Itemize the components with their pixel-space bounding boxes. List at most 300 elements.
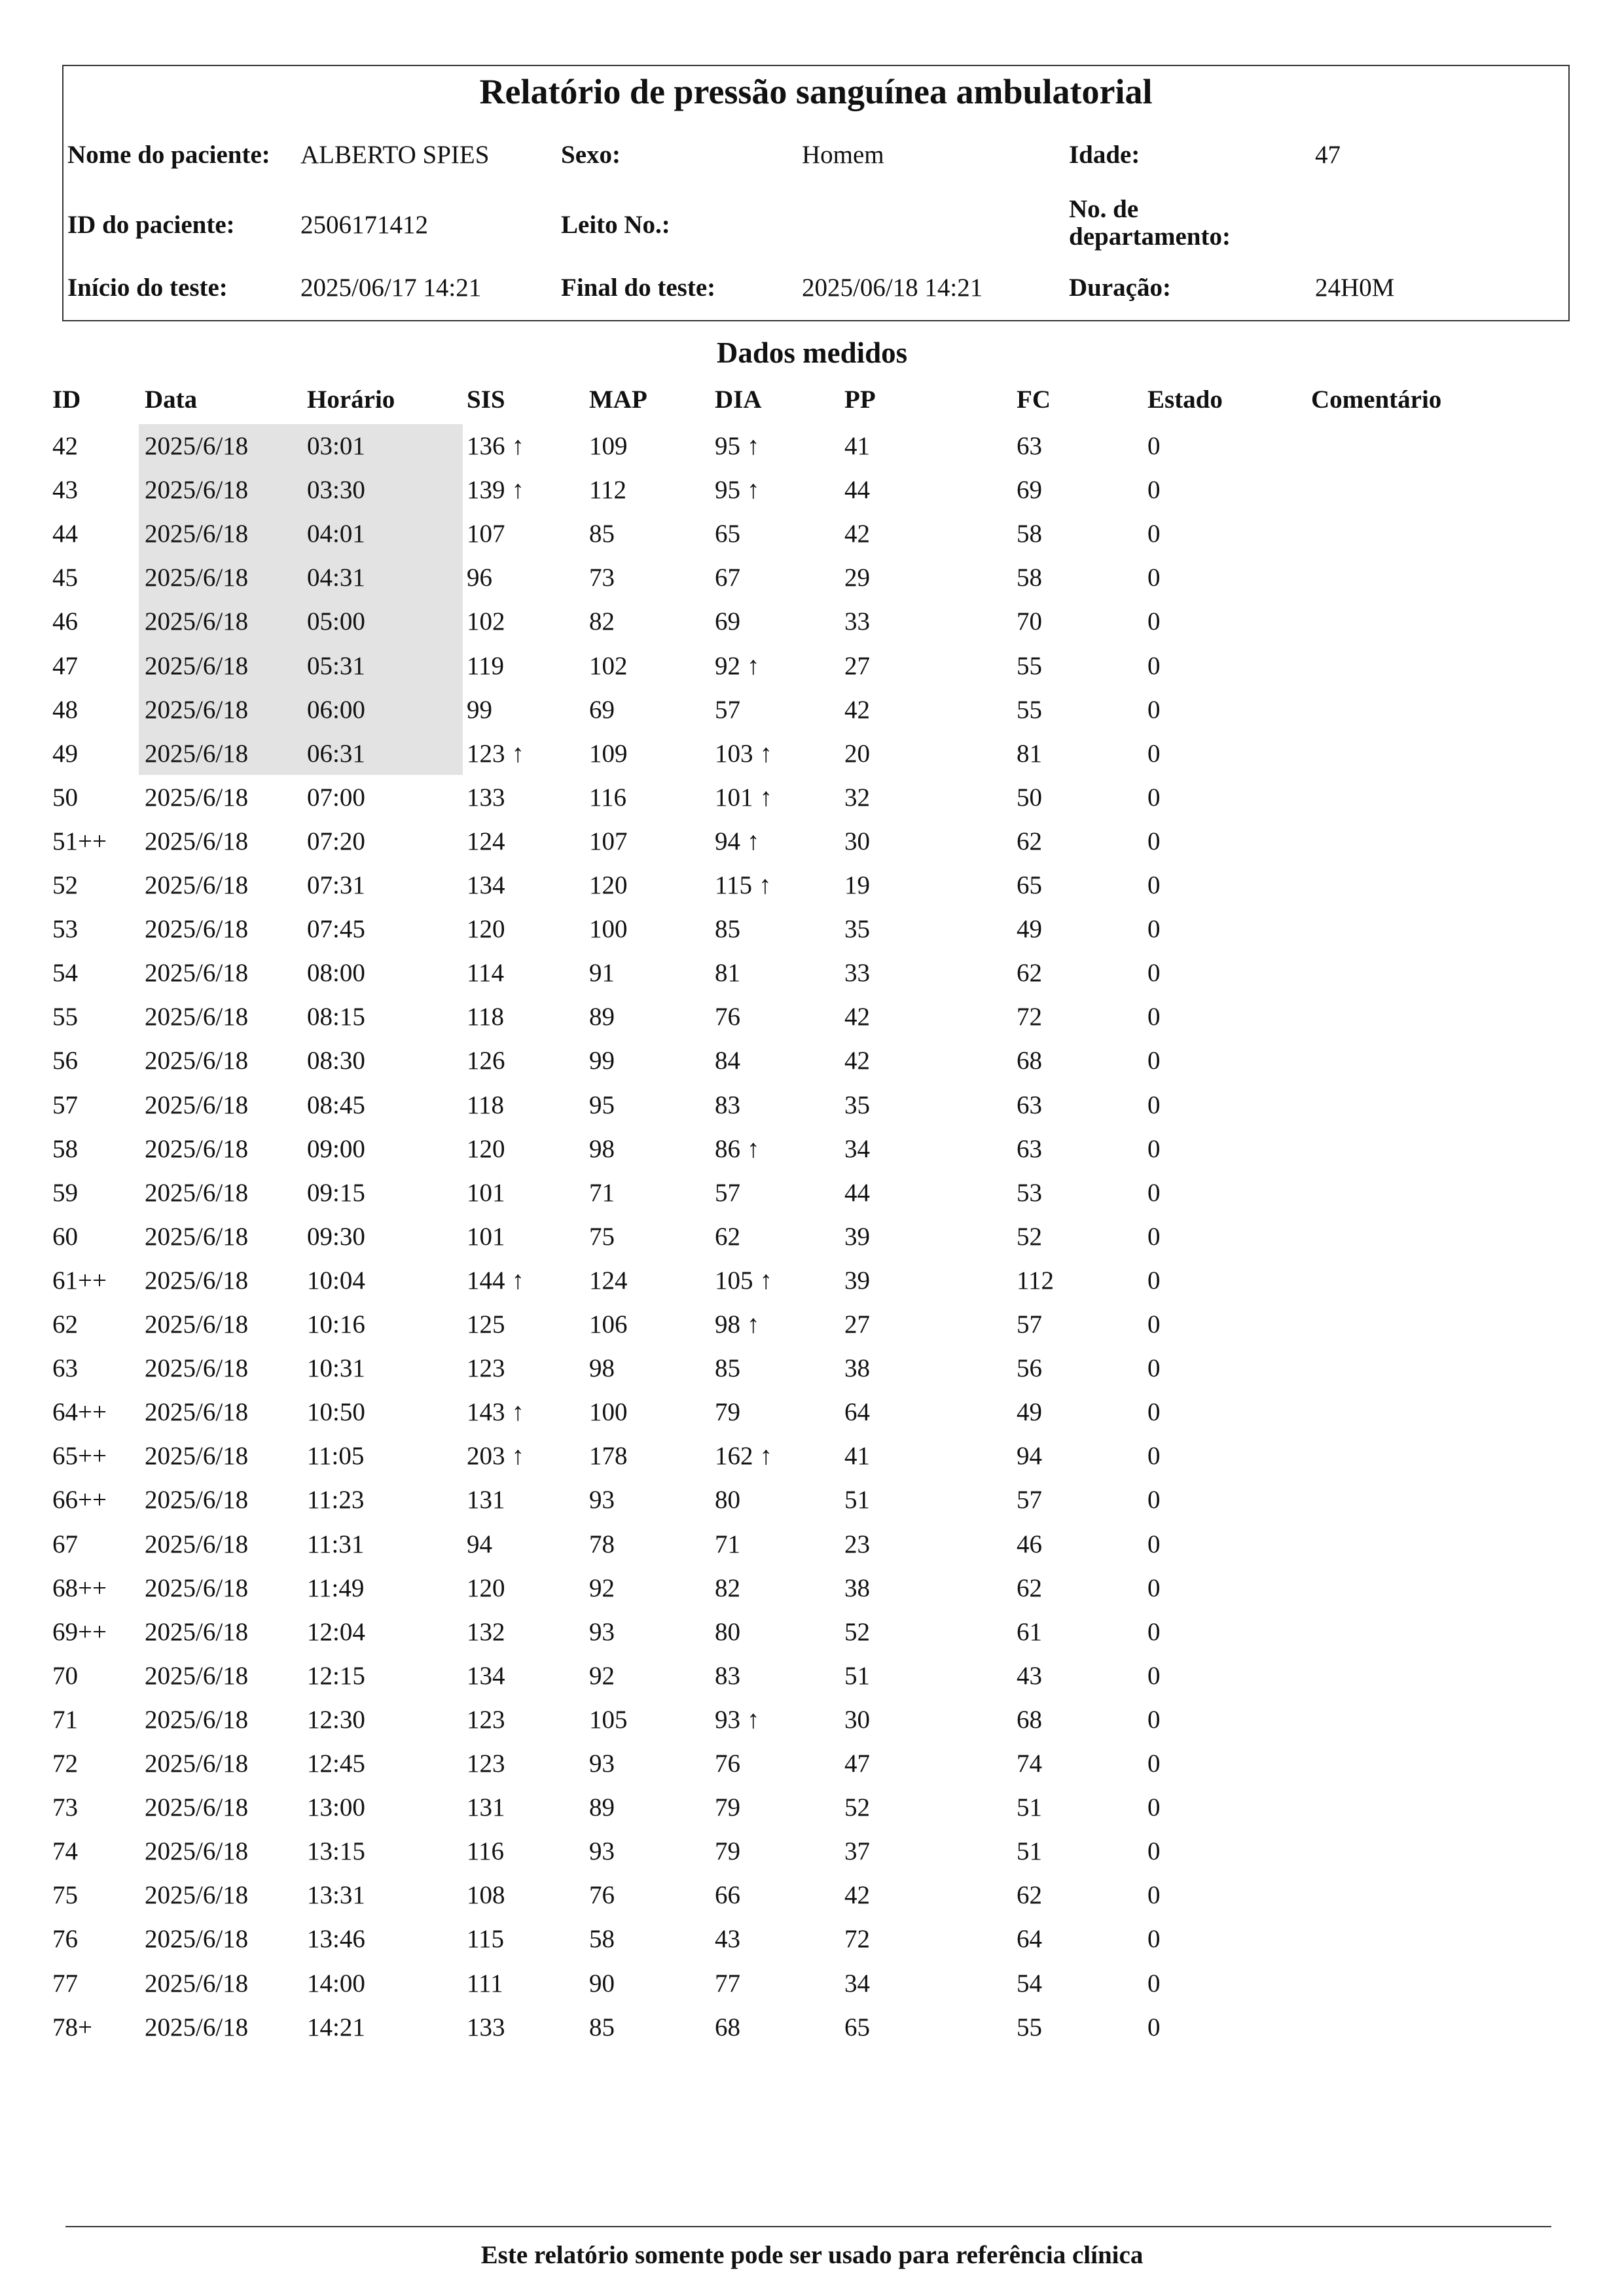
- cell-fc: [1017, 1610, 1042, 1654]
- cell-id-value: 55: [52, 1003, 78, 1031]
- cell-pp: [844, 1346, 870, 1390]
- cell-time: [307, 1654, 365, 1698]
- table-row: [0, 1259, 1624, 1302]
- age-value: 47: [1315, 141, 1341, 169]
- cell-pp: [844, 907, 870, 951]
- cell-time: [307, 2005, 365, 2049]
- cell-state: [1147, 1873, 1161, 1917]
- cell-time-value: 12:04: [307, 1617, 365, 1646]
- cell-sis-value: 133: [467, 2013, 505, 2041]
- cell-sis-value: 94: [467, 1530, 492, 1558]
- cell-time-value: 03:01: [307, 432, 365, 460]
- cell-dia-value: 115: [715, 871, 753, 899]
- cell-id: [52, 863, 78, 907]
- cell-dia-value: 93: [715, 1705, 740, 1734]
- cell-sis-value: 118: [467, 1090, 505, 1119]
- cell-pp-value: 23: [844, 1530, 870, 1558]
- cell-fc: [1017, 1566, 1042, 1610]
- cell-state: [1147, 819, 1161, 863]
- cell-dia: [715, 1610, 740, 1654]
- cell-date: [145, 732, 248, 776]
- cell-time: [307, 1127, 365, 1171]
- cell-fc: [1017, 556, 1042, 600]
- cell-pp-value: 42: [844, 695, 870, 724]
- cell-dia: [715, 819, 760, 863]
- cell-date: [145, 951, 248, 995]
- col-head-time: Horário: [307, 386, 395, 414]
- cell-time: [307, 1390, 365, 1434]
- table-row: [0, 1698, 1624, 1742]
- cell-map: [589, 1522, 615, 1566]
- cell-map-value: 102: [589, 651, 628, 680]
- cell-time-value: 07:45: [307, 915, 365, 944]
- cell-fc-value: 52: [1017, 1222, 1042, 1251]
- cell-sis: [467, 688, 492, 732]
- cell-fc-value: 63: [1017, 1134, 1042, 1163]
- cell-dia-value: 66: [715, 1881, 740, 1910]
- cell-map: [589, 556, 615, 600]
- cell-time-value: 11:49: [307, 1573, 365, 1602]
- cell-map-value: 75: [589, 1222, 615, 1251]
- cell-sis: [467, 1654, 505, 1698]
- cell-map-value: 93: [589, 1486, 615, 1515]
- cell-dia-value: 86: [715, 1134, 740, 1163]
- cell-time: [307, 863, 365, 907]
- cell-dia: [715, 2005, 740, 2049]
- cell-map: [589, 1829, 615, 1873]
- cell-sis-value: 125: [467, 1310, 505, 1338]
- cell-dia-value: 76: [715, 1003, 740, 1031]
- cell-time: [307, 1346, 365, 1390]
- cell-fc-value: 62: [1017, 1573, 1042, 1602]
- high-value-arrow-icon: ↑: [759, 1442, 772, 1471]
- cell-fc-value: 50: [1017, 783, 1042, 812]
- table-row: [0, 863, 1624, 907]
- cell-sis-value: 132: [467, 1617, 505, 1646]
- cell-date: [145, 1434, 248, 1478]
- cell-sis: [467, 2005, 505, 2049]
- cell-pp-value: 44: [844, 476, 870, 505]
- cell-date: [145, 1083, 248, 1127]
- cell-time-value: 10:31: [307, 1354, 365, 1383]
- table-row: [0, 1610, 1624, 1654]
- patient-info-box: [62, 65, 1570, 321]
- cell-date: [145, 776, 248, 819]
- cell-time-value: 08:00: [307, 959, 365, 988]
- cell-fc-value: 43: [1017, 1661, 1042, 1690]
- cell-id-value: 51++: [52, 827, 107, 855]
- cell-pp: [844, 1829, 870, 1873]
- cell-pp: [844, 732, 870, 776]
- cell-fc-value: 58: [1017, 520, 1042, 548]
- cell-map: [589, 1215, 615, 1259]
- cell-id: [52, 1346, 78, 1390]
- cell-pp: [844, 644, 870, 688]
- cell-pp-value: 41: [844, 1442, 870, 1471]
- cell-map-value: 92: [589, 1573, 615, 1602]
- cell-state: [1147, 1917, 1161, 1961]
- cell-state: [1147, 424, 1161, 468]
- cell-pp-value: 32: [844, 783, 870, 812]
- cell-pp: [844, 1522, 870, 1566]
- cell-date-value: 2025/6/18: [145, 564, 249, 592]
- cell-fc: [1017, 1698, 1042, 1742]
- test-end-value: 2025/06/18 14:21: [802, 274, 983, 302]
- cell-date-value: 2025/6/18: [145, 1003, 249, 1031]
- cell-dia: [715, 1566, 740, 1610]
- cell-dia-value: 80: [715, 1486, 740, 1515]
- cell-state: [1147, 556, 1161, 600]
- cell-map-value: 99: [589, 1047, 615, 1075]
- cell-fc-value: 58: [1017, 564, 1042, 592]
- cell-id-value: 53: [52, 915, 78, 944]
- cell-dia: [715, 512, 740, 556]
- cell-state: [1147, 1171, 1161, 1215]
- cell-date: [145, 424, 248, 468]
- cell-date-value: 2025/6/18: [145, 1398, 249, 1427]
- cell-time-value: 08:30: [307, 1047, 365, 1075]
- cell-sis: [467, 863, 505, 907]
- cell-dia-value: 57: [715, 695, 740, 724]
- cell-dia-value: 83: [715, 1661, 740, 1690]
- cell-time: [307, 1829, 365, 1873]
- cell-fc-value: 46: [1017, 1530, 1042, 1558]
- cell-id-value: 64++: [52, 1398, 107, 1427]
- cell-sis-value: 134: [467, 871, 505, 899]
- cell-fc-value: 62: [1017, 1881, 1042, 1910]
- cell-sis: [467, 1742, 505, 1785]
- cell-id-value: 72: [52, 1749, 78, 1778]
- cell-map-value: 93: [589, 1617, 615, 1646]
- cell-id-value: 68++: [52, 1573, 107, 1602]
- cell-map: [589, 1917, 615, 1961]
- cell-time: [307, 907, 365, 951]
- cell-time: [307, 776, 365, 819]
- cell-date-value: 2025/6/18: [145, 1222, 249, 1251]
- cell-state: [1147, 776, 1161, 819]
- cell-state-value: 0: [1147, 1573, 1161, 1602]
- cell-fc-value: 74: [1017, 1749, 1042, 1778]
- cell-dia-value: 84: [715, 1047, 740, 1075]
- cell-fc-value: 62: [1017, 959, 1042, 988]
- cell-date-value: 2025/6/18: [145, 871, 249, 899]
- cell-map-value: 89: [589, 1793, 615, 1822]
- cell-pp: [844, 556, 870, 600]
- cell-dia-value: 85: [715, 915, 740, 944]
- cell-state: [1147, 1302, 1161, 1346]
- cell-id-value: 76: [52, 1925, 78, 1954]
- high-value-arrow-icon: ↑: [747, 1705, 760, 1734]
- cell-pp-value: 30: [844, 827, 870, 855]
- cell-time: [307, 600, 365, 643]
- cell-date: [145, 1478, 248, 1522]
- cell-sis-value: 143: [467, 1398, 505, 1427]
- cell-map: [589, 1390, 628, 1434]
- footer-note: Este relatório somente pode ser usado para referência clínica: [480, 2241, 1144, 2269]
- section-title: Dados medidos: [716, 336, 908, 369]
- cell-map-value: 82: [589, 607, 615, 636]
- cell-date: [145, 1742, 248, 1785]
- cell-state-value: 0: [1147, 1134, 1161, 1163]
- cell-state-value: 0: [1147, 1090, 1161, 1119]
- cell-map-value: 91: [589, 959, 615, 988]
- cell-pp: [844, 1083, 870, 1127]
- cell-state-value: 0: [1147, 1705, 1161, 1734]
- cell-id: [52, 907, 78, 951]
- cell-sis: [467, 1259, 524, 1302]
- cell-sis-value: 116: [467, 1837, 505, 1866]
- cell-time-value: 09:00: [307, 1134, 365, 1163]
- cell-sis-value: 120: [467, 1573, 505, 1602]
- cell-id: [52, 1610, 107, 1654]
- cell-dia: [715, 907, 740, 951]
- cell-time: [307, 1522, 364, 1566]
- col-head-pp: PP: [844, 386, 876, 414]
- cell-fc-value: 49: [1017, 915, 1042, 944]
- cell-map-value: 120: [589, 871, 628, 899]
- cell-sis-value: 139: [467, 476, 505, 505]
- cell-pp-value: 44: [844, 1178, 870, 1207]
- cell-fc: [1017, 1522, 1042, 1566]
- cell-dia: [715, 1478, 740, 1522]
- cell-pp: [844, 1698, 870, 1742]
- cell-pp-value: 19: [844, 871, 870, 899]
- cell-id: [52, 512, 78, 556]
- cell-dia: [715, 1259, 772, 1302]
- cell-pp: [844, 776, 870, 819]
- cell-map-value: 100: [589, 915, 628, 944]
- cell-sis-value: 134: [467, 1661, 505, 1690]
- cell-dia-value: 95: [715, 432, 740, 460]
- table-row: [0, 556, 1624, 600]
- cell-state: [1147, 1215, 1161, 1259]
- cell-sis: [467, 907, 505, 951]
- cell-state: [1147, 995, 1161, 1039]
- cell-id-value: 60: [52, 1222, 78, 1251]
- table-row: [0, 1962, 1624, 2005]
- cell-dia: [715, 1434, 772, 1478]
- cell-pp-value: 52: [844, 1617, 870, 1646]
- cell-sis-value: 131: [467, 1486, 505, 1515]
- cell-date: [145, 1917, 248, 1961]
- cell-fc: [1017, 644, 1042, 688]
- cell-dia: [715, 1917, 740, 1961]
- sex-value: Homem: [802, 141, 884, 169]
- cell-fc: [1017, 1259, 1054, 1302]
- cell-fc: [1017, 1302, 1042, 1346]
- cell-time-value: 12:30: [307, 1705, 365, 1734]
- cell-fc-value: 56: [1017, 1354, 1042, 1383]
- table-row: [0, 2005, 1624, 2049]
- cell-dia-value: 103: [715, 739, 753, 768]
- cell-date-value: 2025/6/18: [145, 783, 249, 812]
- cell-state-value: 0: [1147, 1486, 1161, 1515]
- cell-date: [145, 1829, 248, 1873]
- cell-fc-value: 55: [1017, 2013, 1042, 2041]
- cell-dia-value: 79: [715, 1793, 740, 1822]
- cell-map-value: 58: [589, 1925, 615, 1954]
- cell-state-value: 0: [1147, 520, 1161, 548]
- cell-map-value: 69: [589, 695, 615, 724]
- cell-state: [1147, 512, 1161, 556]
- cell-state: [1147, 1083, 1161, 1127]
- cell-sis-value: 124: [467, 827, 505, 855]
- cell-dia: [715, 600, 740, 643]
- cell-pp: [844, 1917, 870, 1961]
- cell-id: [52, 1873, 78, 1917]
- cell-date: [145, 1698, 248, 1742]
- cell-id: [52, 1829, 78, 1873]
- cell-fc-value: 72: [1017, 1003, 1042, 1031]
- cell-fc-value: 64: [1017, 1925, 1042, 1954]
- cell-pp: [844, 819, 870, 863]
- cell-map: [589, 1654, 615, 1698]
- cell-id-value: 65++: [52, 1442, 107, 1471]
- cell-id-value: 43: [52, 476, 78, 505]
- cell-pp: [844, 1039, 870, 1083]
- table-row: [0, 995, 1624, 1039]
- cell-fc-value: 68: [1017, 1047, 1042, 1075]
- cell-sis: [467, 1873, 505, 1917]
- cell-state: [1147, 600, 1161, 643]
- table-row: [0, 1346, 1624, 1390]
- cell-fc-value: 63: [1017, 1090, 1042, 1119]
- cell-map: [589, 2005, 615, 2049]
- cell-id-value: 58: [52, 1134, 78, 1163]
- cell-map: [589, 1039, 615, 1083]
- cell-fc: [1017, 468, 1042, 512]
- high-value-arrow-icon: ↑: [511, 1442, 524, 1471]
- cell-sis: [467, 1478, 505, 1522]
- cell-time: [307, 732, 365, 776]
- cell-time-value: 07:31: [307, 871, 365, 899]
- cell-date: [145, 1654, 248, 1698]
- cell-map: [589, 907, 628, 951]
- cell-map: [589, 819, 628, 863]
- cell-date-value: 2025/6/18: [145, 1134, 249, 1163]
- table-row: [0, 776, 1624, 819]
- cell-dia-value: 67: [715, 564, 740, 592]
- cell-date-value: 2025/6/18: [145, 1969, 249, 1998]
- cell-state: [1147, 907, 1161, 951]
- table-row: [0, 644, 1624, 688]
- cell-fc: [1017, 1434, 1042, 1478]
- high-value-arrow-icon: ↑: [747, 432, 760, 460]
- cell-state-value: 0: [1147, 1222, 1161, 1251]
- cell-time-value: 07:00: [307, 783, 365, 812]
- cell-dia: [715, 1302, 760, 1346]
- cell-pp-value: 64: [844, 1398, 870, 1427]
- cell-sis: [467, 951, 504, 995]
- cell-pp: [844, 424, 870, 468]
- cell-map-value: 105: [589, 1705, 628, 1734]
- cell-id: [52, 1742, 78, 1785]
- cell-date: [145, 1566, 248, 1610]
- cell-pp-value: 35: [844, 1090, 870, 1119]
- cell-sis-value: 101: [467, 1178, 505, 1207]
- cell-state: [1147, 863, 1161, 907]
- cell-time-value: 14:21: [307, 2013, 365, 2041]
- cell-date: [145, 1171, 248, 1215]
- cell-state: [1147, 1654, 1161, 1698]
- high-value-arrow-icon: ↑: [511, 476, 524, 505]
- cell-dia-value: 71: [715, 1530, 740, 1558]
- cell-id-value: 78+: [52, 2013, 92, 2041]
- cell-pp-value: 29: [844, 564, 870, 592]
- cell-id-value: 48: [52, 695, 78, 724]
- cell-id: [52, 1127, 78, 1171]
- cell-state-value: 0: [1147, 432, 1161, 460]
- cell-pp-value: 65: [844, 2013, 870, 2041]
- cell-date-value: 2025/6/18: [145, 959, 249, 988]
- cell-id: [52, 995, 78, 1039]
- cell-state: [1147, 1742, 1161, 1785]
- cell-sis-value: 131: [467, 1793, 505, 1822]
- cell-id-value: 49: [52, 739, 78, 768]
- table-row: [0, 1873, 1624, 1917]
- cell-time-value: 13:31: [307, 1881, 365, 1910]
- test-start-label: Início do teste:: [67, 274, 228, 302]
- cell-state: [1147, 1434, 1161, 1478]
- cell-sis: [467, 1917, 504, 1961]
- cell-pp: [844, 951, 870, 995]
- cell-state-value: 0: [1147, 1925, 1161, 1954]
- cell-map-value: 106: [589, 1310, 628, 1338]
- table-row: [0, 1522, 1624, 1566]
- cell-date: [145, 995, 248, 1039]
- cell-fc: [1017, 1346, 1042, 1390]
- cell-sis-value: 101: [467, 1222, 505, 1251]
- cell-id: [52, 688, 78, 732]
- cell-state: [1147, 1962, 1161, 2005]
- high-value-arrow-icon: ↑: [747, 476, 760, 505]
- cell-date: [145, 907, 248, 951]
- cell-fc: [1017, 1917, 1042, 1961]
- high-value-arrow-icon: ↑: [759, 871, 772, 899]
- cell-state: [1147, 1127, 1161, 1171]
- cell-pp-value: 27: [844, 651, 870, 680]
- cell-state: [1147, 688, 1161, 732]
- cell-pp: [844, 1171, 870, 1215]
- cell-state-value: 0: [1147, 1837, 1161, 1866]
- cell-dia: [715, 1698, 760, 1742]
- cell-map-value: 109: [589, 739, 628, 768]
- cell-dia: [715, 424, 760, 468]
- cell-dia: [715, 1785, 740, 1829]
- table-row: [0, 468, 1624, 512]
- cell-map: [589, 1785, 615, 1829]
- cell-state-value: 0: [1147, 959, 1161, 988]
- cell-fc: [1017, 688, 1042, 732]
- cell-pp-value: 38: [844, 1573, 870, 1602]
- cell-state: [1147, 1346, 1161, 1390]
- cell-state: [1147, 1478, 1161, 1522]
- cell-sis: [467, 776, 505, 819]
- cell-pp-value: 27: [844, 1310, 870, 1338]
- cell-pp: [844, 1962, 870, 2005]
- cell-date-value: 2025/6/18: [145, 1749, 249, 1778]
- sex-label: Sexo:: [561, 141, 621, 169]
- cell-time: [307, 512, 365, 556]
- cell-pp-value: 33: [844, 959, 870, 988]
- cell-sis: [467, 819, 505, 863]
- cell-state: [1147, 2005, 1161, 2049]
- cell-map: [589, 1962, 615, 2005]
- cell-date: [145, 1039, 248, 1083]
- cell-time-value: 13:00: [307, 1793, 365, 1822]
- cell-state-value: 0: [1147, 607, 1161, 636]
- cell-map: [589, 1171, 615, 1215]
